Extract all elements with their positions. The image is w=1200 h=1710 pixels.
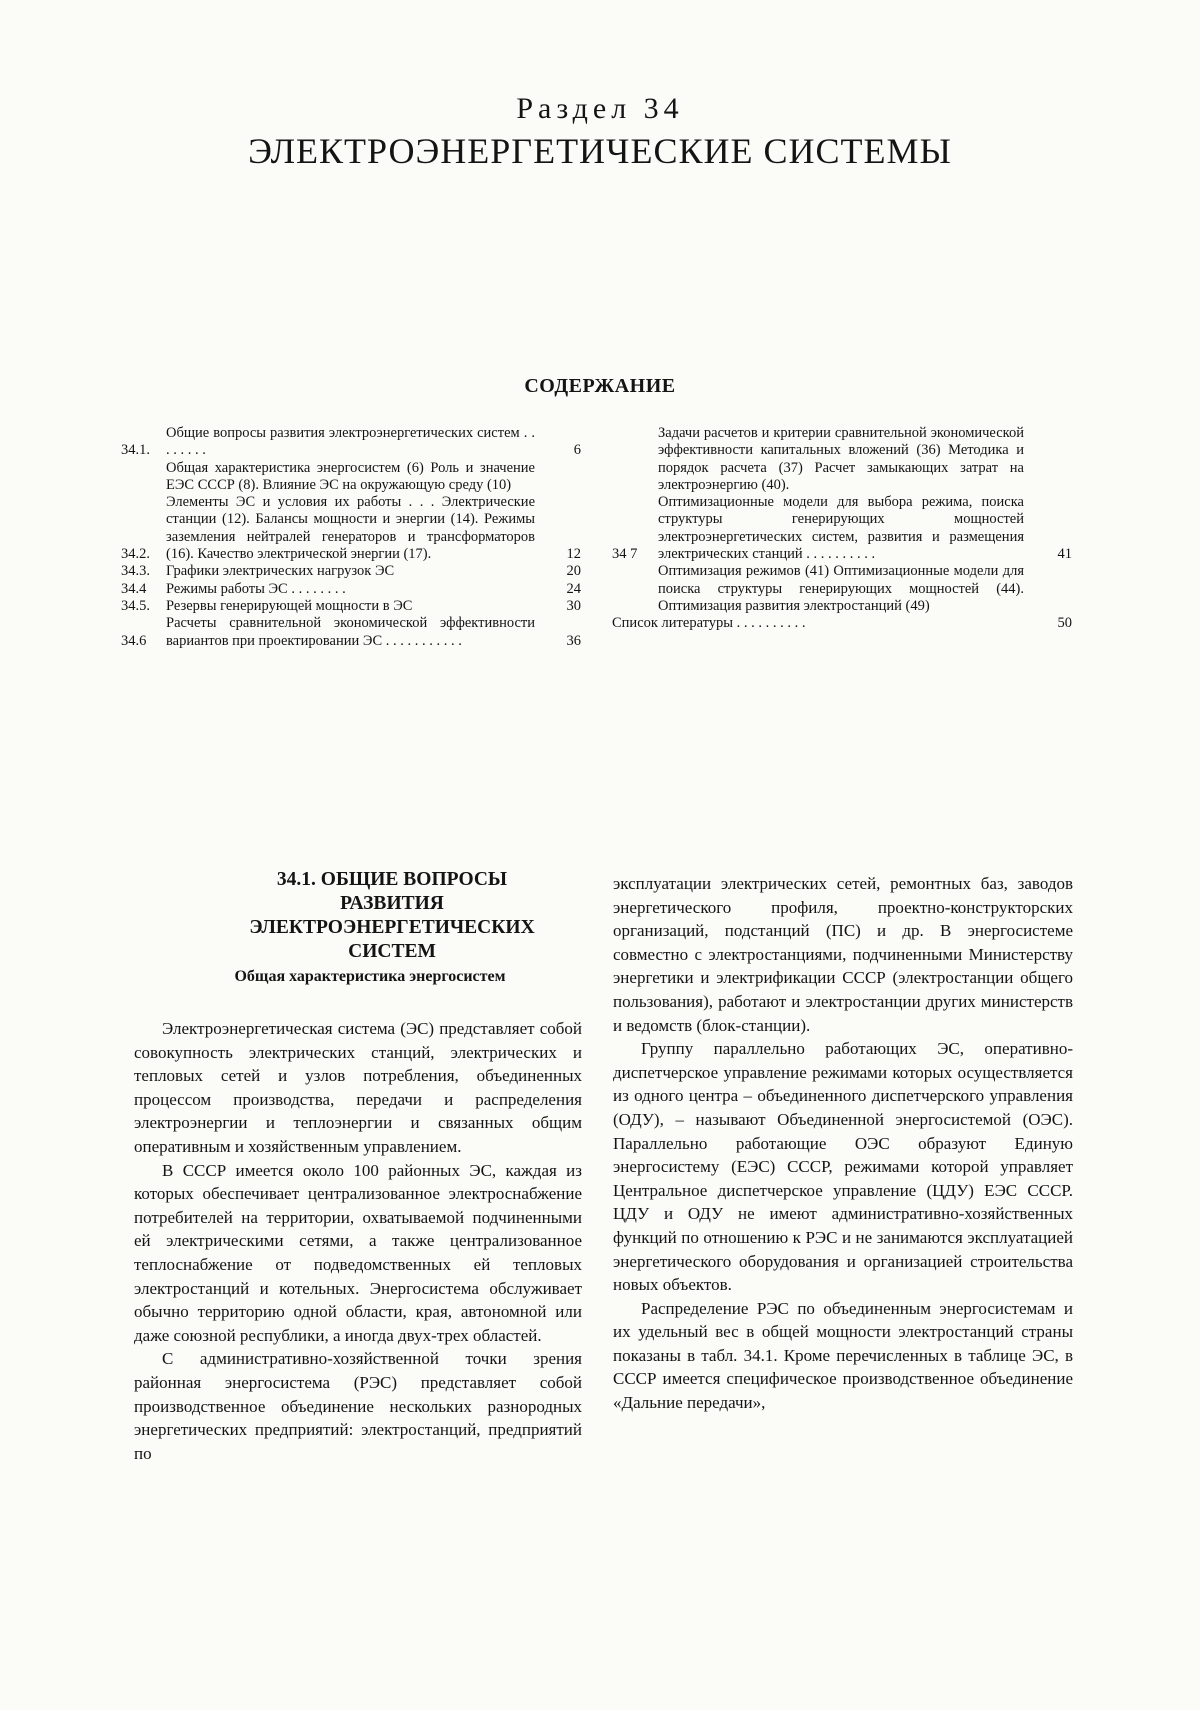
toc-text: Список литературы . . . . . . . . . . [612, 615, 806, 632]
toc-page: 30 [566, 597, 581, 614]
toc-page: 41 [1057, 546, 1072, 563]
toc-text: Оптимизационные модели для выбора режима, поиска структуры генерирующих мощностей электроэнергетических систем, развития и размещения электрических станций . . . . . . . . . . [658, 494, 1024, 563]
toc-page: 20 [566, 563, 581, 580]
toc-entry [121, 563, 581, 580]
article-heading-line: СИСТЕМ [348, 941, 436, 962]
toc-entry [121, 598, 581, 615]
toc-text: Оптимизация режимов (41) Оптимизационные модели для поиска структуры генерирующих мощностей (44). Оптимизация развития электростанций (49) [658, 563, 1024, 614]
paragraph: Группу параллельно работающих ЭС, оперативно-диспетчерское управление режимами которых осуществляется из одного центра – объединенного диспетчерского управления (ОДУ), – называют Объединенной энергосистемой (ОЭС). Параллельно работающие ОЭС образуют Единую энергосистему (ЕЭС) СССР, режимами которой управляет Центральное диспетчерское управление (ЦДУ) ЕЭС СССР. ЦДУ и ОДУ не имеют административно-хозяйственных функций по отношению к РЭС и не занимаются эксплуатацией энергетического оборудования и организацией строительства новых объектов. [613, 1039, 1073, 1295]
toc-entry [121, 425, 581, 460]
toc-text: Элементы ЭС и условия их работы . . . Электрические станции (12). Балансы мощности и энергии (14). Режимы заземления нейтралей генераторов и трансформаторов (16). Качество электрической энергии (17). [166, 494, 535, 563]
toc-number: 34.3. [121, 563, 150, 580]
paragraph: Электроэнергетическая система (ЭС) представляет собой совокупность электрических станций, электрических и тепловых сетей и узлов потребления, объединенных процессом производства, передачи и распределения электроэнергии и теплоэнергии и связанных общим оперативным и хозяйственным управлением. [134, 1019, 582, 1156]
paragraph: Распределение РЭС по объединенным энергосистемам и их удельный вес в общей мощности электростанций страны показаны в табл. 34.1. Кроме перечисленных в таблице ЭС, в СССР имеется специфическое производственное объединение «Дальние передачи», [613, 1298, 1073, 1413]
toc-number: 34.2. [121, 546, 150, 563]
article-left-column [134, 1017, 582, 1465]
article-right-column [613, 872, 1073, 1415]
toc-page: 12 [566, 546, 581, 563]
toc-text: Графики электрических нагрузок ЭС [166, 563, 395, 580]
toc-number: 34.1. [121, 442, 150, 459]
toc-page: 50 [1057, 615, 1072, 632]
paragraph: С административно-хозяйственной точки зрения районная энергосистема (РЭС) представляет собой производственное объединение нескольких разнородных энергетических предприятий: электростанций, предприятий по [134, 1349, 582, 1463]
toc-entry [612, 563, 1072, 615]
toc-text: Расчеты сравнительной экономической эффективности вариантов при проектировании ЭС . . . . . . . . . . . [166, 615, 535, 649]
toc-entry [612, 425, 1072, 494]
toc-number: 34.5. [121, 597, 150, 614]
toc-entry [121, 494, 581, 563]
toc-entry [121, 615, 581, 650]
article-subheading: Общая характеристика энергосистем [234, 968, 506, 985]
toc-entry-references [612, 615, 1072, 632]
toc-right-column [612, 425, 1072, 633]
article-heading-line: 34.1. ОБЩИЕ ВОПРОСЫ [276, 869, 508, 890]
toc-entry [121, 460, 581, 495]
toc-text: Общая характеристика энергосистем (6) Роль и значение ЕЭС СССР (8). Влияние ЭС на окружающую среду (10) [166, 459, 535, 493]
toc-text: Резервы генерирующей мощности в ЭС [166, 597, 413, 614]
toc-number: 34.6 [121, 632, 147, 649]
toc-entry [612, 494, 1072, 563]
toc-number: 34.4 [121, 580, 147, 597]
toc-page: 36 [566, 632, 581, 649]
toc-text: Режимы работы ЭС . . . . . . . . [166, 580, 346, 597]
toc-left-column [121, 425, 581, 650]
article-heading-line: РАЗВИТИЯ ЭЛЕКТРОЭНЕРГЕТИЧЕСКИХ [249, 893, 535, 938]
toc-text: Задачи расчетов и критерии сравнительной экономической эффективности капитальных вложений (36) Методика и порядок расчета (37) Расчет замыкающих затрат на электроэнергию (40). [658, 425, 1024, 493]
toc-entry [121, 581, 581, 598]
toc-page: 24 [566, 580, 581, 597]
toc-number: 34 7 [612, 546, 638, 563]
paragraph: эксплуатации электрических сетей, ремонтных баз, заводов энергетического профиля, проектно-конструкторских организаций, подстанций (ПС) и др. В энергосистеме совместно с электростанциями, подчиненными Министерству энергетики и электрификации СССР (электростанции общего пользования), работают и электростанции других министерств и ведомств (блок-станции). [613, 874, 1073, 1035]
paragraph: В СССР имеется около 100 районных ЭС, каждая из которых обеспечивает централизованное электроснабжение потребителей на территории, охватываемой подчиненными ей электрическими сетями, а также централизованное теплоснабжение от подведомственных ей тепловых электростанций и котельных. Энергосистема обслуживает обычно территорию одной области, края, автономной или даже союзной республики, а иногда двух-трех областей. [134, 1160, 582, 1345]
toc-title: СОДЕРЖАНИЕ [524, 375, 676, 397]
toc-text: Общие вопросы развития электроэнергетических систем . . . . . . . . [166, 425, 535, 459]
toc-page: 6 [573, 442, 581, 459]
article-heading [197, 868, 587, 964]
section-title: ЭЛЕКТРОЭНЕРГЕТИЧЕСКИЕ СИСТЕМЫ [248, 131, 952, 171]
section-label: Раздел 34 [516, 92, 684, 125]
